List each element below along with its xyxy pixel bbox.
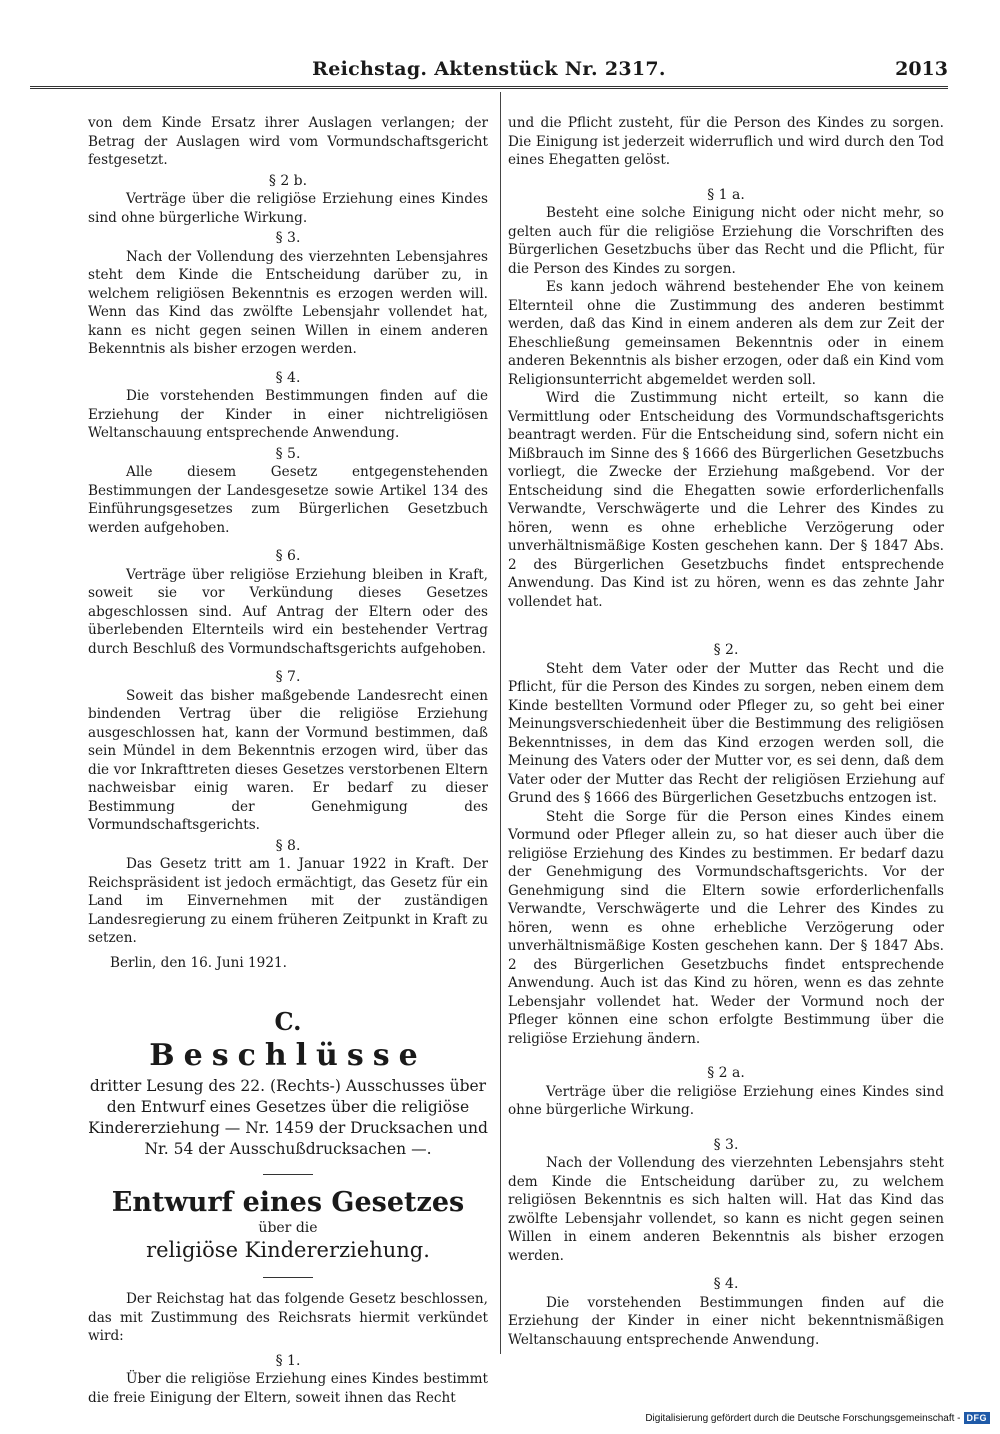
section-paragraph: Über die religiöse Erziehung eines Kindes bestimmt die freie Einigung der Eltern, soweit ihnen das Recht bbox=[88, 1371, 488, 1406]
section-heading: § 2. bbox=[713, 642, 739, 658]
section-paragraph: Steht dem Vater oder der Mutter das Recht und die Pflicht, für die Person des Kindes zu sorgen, neben einem dem Kinde bestellten Vormund oder Pfleger zu, so geht bei einer Meinungsverschiedenheit über die Bestimmung des religiösen Bekenntnisses, in dem das Kind erzogen werden soll, die Meinung des Vaters oder der Mutter vor, es sei denn, daß dem Vater oder der Mutter das Recht der religiösen Erziehung auf Grund des § 1666 des Bürgerlichen Gesetzbuchs entzogen ist. bbox=[508, 660, 944, 806]
section bbox=[508, 641, 944, 1048]
section-paragraph: Verträge über religiöse Erziehung bleiben in Kraft, soweit sie vor Verkündung dieses Gesetzes abgeschlossen sind. Auf Antrag der Eltern oder des überlebenden Elternteils wird ein bestehender Vertrag durch Beschluß des Vormundschaftsgerichts aufgehoben. bbox=[88, 566, 488, 657]
continued-paragraph: und die Pflicht zusteht, für die Person des Kindes zu sorgen. Die Einigung ist jederzeit widerruflich und wird durch den Tod eines Ehegatten gelöst. bbox=[508, 115, 944, 168]
section-heading: § 8. bbox=[275, 837, 301, 854]
section-paragraph: Alle diesem Gesetz entgegenstehenden Bestimmungen der Landesgesetze sowie Artikel 134 des Einführungsgesetzes zum Bürgerlichen Gesetzbuch werden aufgehoben. bbox=[88, 464, 488, 536]
running-title: Reichstag. Aktenstück Nr. 2317. bbox=[312, 58, 666, 80]
continued-paragraph: von dem Kinde Ersatz ihrer Auslagen verlangen; der Betrag der Auslagen wird vom Vormundschaftsgericht festgesetzt. bbox=[88, 115, 488, 168]
digitization-credit bbox=[645, 1412, 990, 1424]
part-letter: C. bbox=[274, 1007, 302, 1036]
separator-rule bbox=[263, 1174, 313, 1175]
right-column bbox=[508, 114, 944, 1349]
draft-subject: religiöse Kindererziehung. bbox=[146, 1238, 430, 1262]
section-paragraph: Wird die Zustimmung nicht erteilt, so kann die Vermittlung oder Entscheidung des Vormundschaftsgerichts beantragt werden. Für die Entscheidung sind, sofern nicht ein Mißbrauch im Sinne des § 1666 des Bürgerlichen Gesetzbuchs vorliegt, die Zwecke der Erziehung maßgebend. Vor der Entscheidung sind die Ehegatten sowie erforderlichenfalls Verwandte, Verschwägerte und die Lehrer des Kindes zu hören, wenn es ohne erhebliche Verzögerung oder unverhältnismäßige Kosten geschehen kann. Der § 1847 Abs. 2 des Bürgerlichen Gesetzbuchs findet entsprechende Anwendung. Das Kind ist zu hören, wenn es das zehnte Jahr vollendet hat. bbox=[508, 390, 944, 610]
section bbox=[88, 668, 488, 835]
column-divider bbox=[500, 92, 501, 1354]
section-paragraph: Verträge über die religiöse Erziehung eines Kindes sind ohne bürgerliche Wirkung. bbox=[88, 191, 488, 226]
section bbox=[88, 445, 488, 538]
draft-ueber: über die bbox=[258, 1220, 318, 1236]
dfg-logo: DFG bbox=[964, 1412, 991, 1424]
section bbox=[508, 186, 944, 612]
section bbox=[88, 547, 488, 658]
page-number: 2013 bbox=[895, 58, 948, 80]
part-title: Beschlüsse bbox=[149, 1038, 427, 1073]
section-paragraph: Es kann jedoch während bestehender Ehe von keinem Elternteil ohne die Zustimmung des anderen bestimmt werden, daß das Kind in einem anderen als dem zur Zeit der Eheschließung gemeinsamen Bekenntnis oder in einem anderen Bekenntnis als bisher erzogen, oder daß ein Kind vom Religionsunterricht abgemeldet werden soll. bbox=[508, 279, 944, 388]
section-paragraph: Verträge über die religiöse Erziehung eines Kindes sind ohne bürgerliche Wirkung. bbox=[508, 1083, 944, 1118]
date-line: Berlin, den 16. Juni 1921. bbox=[110, 954, 287, 971]
section-paragraph: Besteht eine solche Einigung nicht oder nicht mehr, so gelten auch für die religiöse Erziehung die Vorschriften des Bürgerlichen Gesetzbuchs über das Recht und die Pflicht, für die Person des Kindes zu sorgen. bbox=[508, 205, 944, 277]
section-paragraph: Steht die Sorge für die Person eines Kindes einem Vormund oder Pfleger allein zu, so hat dieser auch über die religiöse Erziehung des Kindes zu bestimmen. Er bedarf dazu der Genehmigung des Vormundschaftsgerichts. Vor der Genehmigung sind die Eltern sowie erforderlichenfalls Verwandte, Verschwägerte und die Lehrer des Kindes zu hören, wenn es ohne erhebliche Verzögerung oder unverhältnismäßige Kosten geschehen kann. Der § 1847 Abs. 2 des Bürgerlichen Gesetzbuchs findet entsprechende Anwendung. Auch ist das Kind zu hören, wenn es das zehnte Lebensjahr vollendet hat. Weder der Vormund noch der Pfleger können eine schon erfolgte Bestimmung über die religiöse Erziehung ändern. bbox=[508, 808, 944, 1047]
left-column bbox=[88, 114, 488, 1407]
separator-rule bbox=[263, 1277, 313, 1278]
section-heading: § 3. bbox=[275, 230, 301, 246]
section-paragraph: Soweit das bisher maßgebende Landesrecht einen bindenden Vertrag über die religiöse Erziehung ausgeschlossen hat, kann der Vormund bestimmen, daß sein Mündel in dem Bekenntnis erzogen wird, über das die vor Inkrafttreten dieses Gesetzes verstorbenen Eltern nachweisbar einig waren. Er bedarf zu dieser Bestimmung der Genehmigung des Vormundschaftsgerichts. bbox=[88, 687, 488, 833]
section bbox=[508, 1064, 944, 1120]
section-paragraph: Die vorstehenden Bestimmungen finden auf die Erziehung der Kinder in einer nichtreligiösen Weltanschauung entsprechende Anwendung. bbox=[88, 388, 488, 441]
section-paragraph: Nach der Vollendung des vierzehnten Lebensjahres steht dem Kinde die Entscheidung darüber zu, in welchem religiösen Bekenntnis es erzogen werden will. Wenn das Kind das zwölfte Lebensjahr vollendet hat, kann es nicht gegen seinen Willen in einem anderen Bekenntnis als bisher erzogen werden. bbox=[88, 248, 488, 357]
section-heading: § 3. bbox=[713, 1136, 739, 1153]
section bbox=[88, 837, 488, 948]
section-paragraph: Das Gesetz tritt am 1. Januar 1922 in Kraft. Der Reichspräsident ist jedoch ermächtigt, das Gesetz für ein Land im Einvernehmen mit der zuständigen Landesregierung zu einem früheren Zeitpunkt in Kraft zu setzen. bbox=[88, 856, 488, 946]
section-heading: § 5. bbox=[275, 445, 301, 462]
section-heading: § 6. bbox=[275, 548, 301, 564]
header-rule bbox=[30, 86, 948, 89]
page-header bbox=[30, 58, 948, 88]
section-heading: § 2 a. bbox=[707, 1065, 745, 1081]
section-paragraph: Nach der Vollendung des vierzehnten Lebensjahrs steht dem Kinde die Entscheidung darüber zu, zu welchem religiösen Bekenntnis es sich halten will. Hat das Kind das zwölfte Lebensjahr vollendet, so kann es nicht gegen seinen Willen in einem anderen Bekenntnis als bisher erzogen werden. bbox=[508, 1155, 944, 1264]
section bbox=[508, 1275, 944, 1349]
section bbox=[88, 172, 488, 228]
section-heading: § 7. bbox=[275, 669, 301, 685]
section bbox=[508, 1136, 944, 1266]
credit-text: Digitalisierung gefördert durch die Deutsche Forschungsgemeinschaft - bbox=[645, 1412, 961, 1424]
draft-title: Entwurf eines Gesetzes bbox=[111, 1187, 465, 1218]
section bbox=[88, 229, 488, 359]
section-heading: § 1. bbox=[275, 1352, 301, 1369]
preamble: Der Reichstag hat das folgende Gesetz beschlossen, das mit Zustimmung des Reichsrats hiermit verkündet wird: bbox=[88, 1291, 488, 1344]
part-subtitle: dritter Lesung des 22. (Rechts-) Ausschusses über den Entwurf eines Gesetzes über die religiöse Kindererziehung — Nr. 1459 der Drucksachen und Nr. 54 der Ausschußdrucksachen —. bbox=[88, 1077, 488, 1158]
section-heading: § 4. bbox=[713, 1276, 739, 1292]
section-paragraph: Die vorstehenden Bestimmungen finden auf die Erziehung der Kinder in einer nicht bekenntnismäßigen Weltanschauung entsprechende Anwendung. bbox=[508, 1294, 944, 1348]
section bbox=[88, 369, 488, 443]
section-heading: § 2 b. bbox=[268, 172, 308, 189]
section-heading: § 1 a. bbox=[707, 186, 745, 203]
section-heading: § 4. bbox=[275, 369, 301, 386]
